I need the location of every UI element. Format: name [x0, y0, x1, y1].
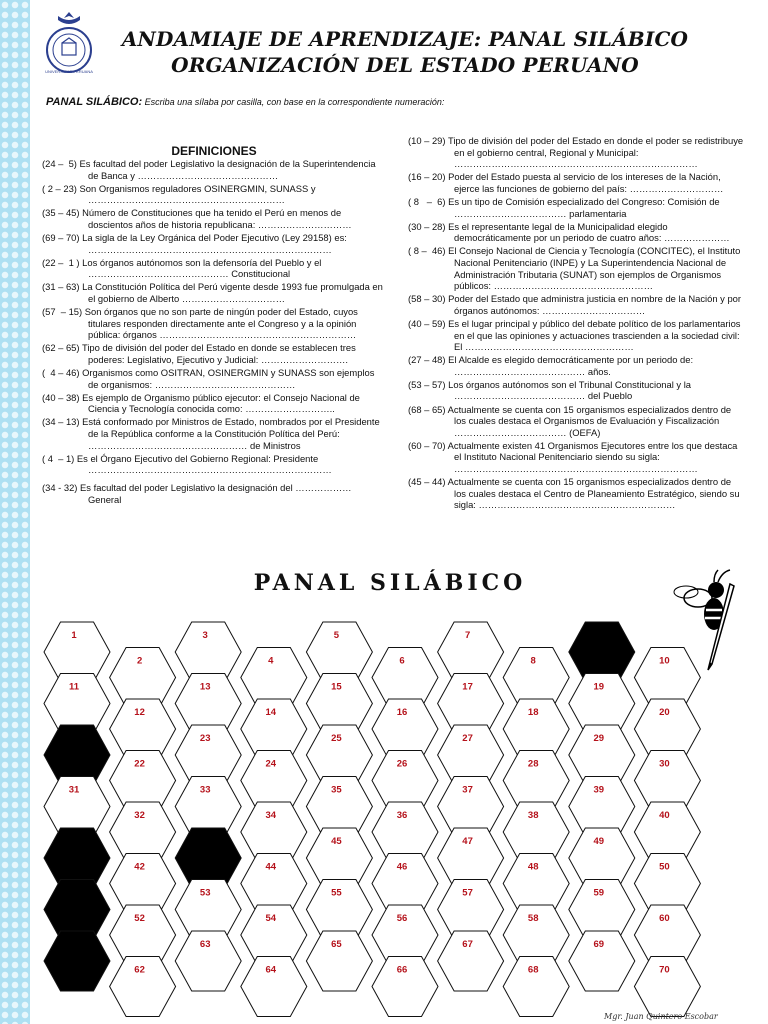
- cell-number: 37: [462, 784, 473, 796]
- instructions-text: Escriba una sílaba por casilla, con base en la correspondiente numeración:: [144, 97, 445, 107]
- author-signature: Mgr. Juan Quintero Escobar: [604, 1012, 718, 1021]
- honeycomb-cell[interactable]: [306, 931, 372, 991]
- cell-number: 67: [462, 939, 473, 950]
- cell-number: 4: [268, 655, 274, 667]
- cell-number: 17: [462, 681, 473, 693]
- cell-number: 58: [527, 913, 539, 924]
- cell-number: 60: [659, 913, 670, 924]
- title-line-1: ANDAMIAJE DE APRENDIZAJE: PANAL SILÁBICO: [121, 27, 689, 51]
- honeycomb-title: PANAL SILÁBICO: [253, 570, 527, 596]
- cell-number: 64: [265, 964, 277, 976]
- cell-number: 39: [593, 784, 605, 796]
- definition-item: (40 – 59) Es el lugar principal y público del debate político de los parlamentarios en el que las opiniones y actuaciones trascienden a la sociedad civil: El ………………………………………………: [408, 317, 741, 353]
- cell-number: 30: [659, 758, 670, 770]
- honeycomb-cell[interactable]: [438, 931, 504, 991]
- honeycomb-cell[interactable]: [241, 957, 307, 1017]
- cell-number: 22: [134, 758, 145, 770]
- cell-number: 14: [265, 707, 277, 718]
- cell-number: 18: [527, 707, 539, 718]
- svg-text:UNIVERSIDAD PERUANA: UNIVERSIDAD PERUANA: [45, 69, 93, 74]
- cell-number: 34: [265, 810, 277, 821]
- cell-number: 23: [199, 733, 211, 744]
- definition-item: (53 – 57) Los órganos autónomos son el Tribunal Constitucional y la …………………………………… del Pueblo: [408, 378, 691, 402]
- definition-item: ( 4 – 46) Organismos como OSITRAN, OSINERGMIN y SUNASS son ejemplos de organismos: ………………………………………: [42, 367, 375, 390]
- cell-number: 49: [593, 836, 605, 847]
- cell-number: 52: [134, 913, 145, 924]
- definition-item: ( 8 – 46) El Consejo Nacional de Ciencia y Tecnología (CONCITEC), el Instituto Nacional Penitenciario (INPE) y La Superintendencia Nacional de Administración Tributaria (SUNAT) son ejemplos de Organismos públicos: ……………………………………………: [408, 245, 741, 292]
- instructions-label: PANAL SILÁBICO:: [46, 96, 143, 108]
- definition-item: (57 – 15) Son órganos que no son parte de ningún poder del Estado, cuyos titulares responden directamente ante el Congreso y a la opinión pública: órganos ………………………………………………………: [42, 306, 358, 341]
- cell-number: 25: [331, 733, 342, 744]
- cell-number: 68: [527, 964, 539, 976]
- cell-number: 56: [396, 913, 408, 924]
- definition-item: (30 – 28) Es el representante legal de la Municipalidad elegido democráticamente por un periodo de cuatro años: …………………: [408, 220, 730, 244]
- cell-number: 44: [265, 861, 277, 873]
- cell-number: 31: [68, 784, 80, 796]
- cell-number: 32: [134, 810, 145, 821]
- cell-number: 5: [333, 630, 340, 641]
- cell-number: 20: [659, 707, 670, 718]
- cell-number: 46: [396, 861, 408, 873]
- cell-number: 62: [134, 964, 145, 976]
- honeycomb-cell[interactable]: [175, 931, 241, 991]
- cell-number: 54: [265, 913, 277, 924]
- cell-number: 6: [399, 655, 405, 667]
- cell-number: 15: [331, 681, 342, 693]
- definition-item: (16 – 20) Poder del Estado puesta al servicio de los intereses de la Nación, ejerce las funciones de gobierno del país: …………………………: [408, 171, 724, 194]
- honeycomb-cell[interactable]: [634, 957, 700, 1017]
- definition-item: ( 8 – 6) Es un tipo de Comisión especializado del Congreso: Comisión de ……………………………… parlamentaria: [408, 195, 720, 219]
- definition-item: (69 – 70) La sigla de la Ley Orgánica del Poder Ejecutivo (Ley 29158) es: ……………………………………………………………………: [42, 232, 347, 255]
- cell-number: 53: [199, 887, 211, 899]
- cell-number: 33: [199, 784, 211, 796]
- definition-item: (40 – 38) Es ejemplo de Organismo público ejecutor: el Consejo Nacional de Ciencia y Tecnología conocida como: ………………………..: [42, 391, 360, 415]
- cell-number: 24: [265, 758, 277, 770]
- definition-item: ( 2 – 23) Son Organismos reguladores OSINERGMIN, SUNASS y ………………………………………………………: [42, 182, 316, 206]
- cell-number: 66: [396, 964, 408, 976]
- cell-number: 36: [396, 810, 408, 821]
- definition-item: (34 – 13) Está conformado por Ministros de Estado, nombrados por el Presidente de la República conforme a la Constitución Política del Perú: …………………………………………… de Ministros: [42, 416, 380, 451]
- cell-number: 35: [331, 784, 342, 796]
- cell-number: 12: [134, 707, 145, 718]
- cell-number: 40: [659, 810, 670, 821]
- cell-number: 28: [527, 758, 539, 770]
- cell-number: 3: [202, 630, 208, 641]
- cell-number: 11: [68, 681, 80, 693]
- cell-number: 45: [331, 836, 342, 847]
- cell-number: 48: [527, 861, 539, 873]
- cell-number: 65: [331, 939, 342, 950]
- cell-number: 8: [530, 655, 536, 667]
- cell-number: 50: [659, 861, 670, 873]
- definition-item: (24 – 5) Es facultad del poder Legislativo la designación de la Superintendencia de Banca y ………………………………………: [42, 158, 376, 181]
- cell-number: 19: [593, 681, 605, 693]
- cell-number: 69: [593, 939, 605, 950]
- cell-number: 47: [462, 836, 473, 847]
- cell-number: 42: [134, 861, 145, 873]
- honeycomb-cell[interactable]: [503, 957, 569, 1017]
- definition-item: (22 – 1 ) Los órganos autónomos son la defensoría del Pueblo y el ……………………………………… Constitucional: [42, 256, 322, 280]
- title-line-2: ORGANIZACIÓN DEL ESTADO PERUANO: [171, 53, 639, 77]
- cell-number: 10: [659, 655, 670, 667]
- cell-number: 59: [593, 887, 605, 899]
- cell-number: 13: [199, 681, 211, 693]
- definition-item: (58 – 30) Poder del Estado que administra justicia en nombre de la Nación y por órganos autónomos: ……………………………: [408, 293, 742, 316]
- honeycomb-cell[interactable]: [372, 957, 438, 1017]
- cell-number: 63: [199, 939, 211, 950]
- definition-item: ( 4 – 1) Es el Órgano Ejecutivo del Gobierno Regional: Presidente ……………………………………………………………………: [42, 452, 332, 476]
- cell-number: 1: [71, 630, 77, 641]
- cell-number: 38: [527, 810, 539, 821]
- cell-number: 2: [136, 655, 143, 667]
- definition-item: (34 - 32) Es facultad del poder Legislativo la designación del ……………… General: [42, 481, 352, 505]
- honeycomb-cell[interactable]: [569, 931, 635, 991]
- cell-number: 70: [659, 964, 670, 976]
- definitions-heading: DEFINICIONES: [171, 144, 257, 158]
- honeycomb-cell-blocked: [44, 931, 110, 991]
- cell-number: 55: [331, 887, 342, 899]
- definition-item: (35 – 45) Número de Constituciones que ha tenido el Perú en menos de doscientos años de historia republicana: …………………………: [42, 207, 352, 230]
- definition-item: (31 – 63) La Constitución Política del Perú vigente desde 1993 fue promulgada en el gobierno de Alberto ……………………………: [42, 281, 383, 305]
- cell-number: 26: [396, 758, 408, 770]
- hex-shape: [44, 931, 110, 991]
- definition-item: (10 – 29) Tipo de división del poder del Estado en donde el poder se redistribuye en el gobierno central, Regional y Municipal: ……………………………………………………………………: [408, 135, 744, 170]
- cell-number: 29: [593, 733, 605, 744]
- honeycomb-cell[interactable]: [110, 957, 176, 1017]
- cell-number: 27: [462, 733, 473, 744]
- definition-item: (27 – 48) El Alcalde es elegido democráticamente por un periodo de: …………………………………… años.: [408, 354, 694, 377]
- definition-item: (68 – 65) Actualmente se cuenta con 15 organismos especializados dentro de los cuales destaca el Organismos de Evaluación y Fiscalización ……………………………… (OEFA): [408, 403, 732, 438]
- cell-number: 7: [464, 630, 471, 641]
- definition-item: (62 – 65) Tipo de división del poder del Estado en donde se establecen tres poderes: Legislativo, Ejecutivo y Judicial: ……………………….: [42, 342, 356, 365]
- definition-item: (60 – 70) Actualmente existen 41 Organismos Ejecutores entre los que destaca el Instituto Nacional Penitenciario siendo su sigla: ……………………………………………………………………: [408, 439, 738, 475]
- cell-number: 16: [396, 707, 408, 718]
- cell-number: 57: [462, 887, 473, 899]
- definition-item: (45 – 44) Actualmente se cuenta con 15 organismos especializados dentro de los cuales destaca el Centro de Planeamiento Estratégico, siendo su sigla: ………………………………………………………: [408, 476, 740, 511]
